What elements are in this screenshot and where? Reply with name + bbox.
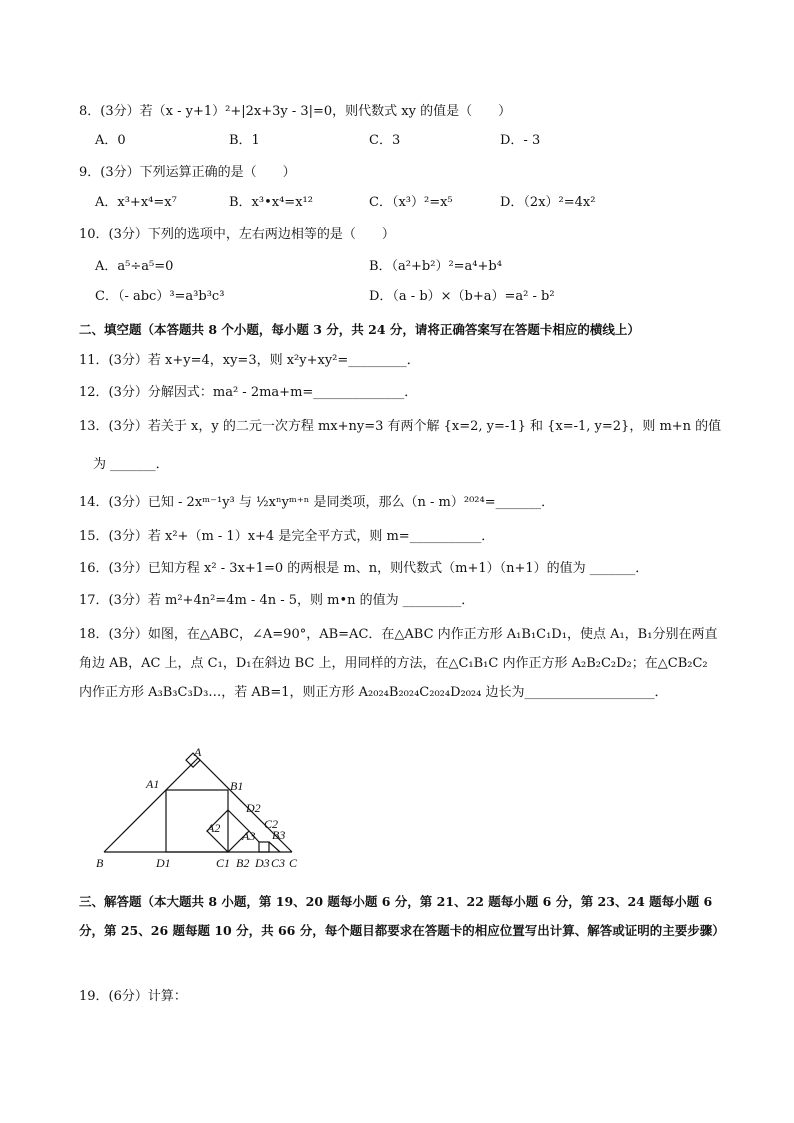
label-d2: D2 <box>246 801 261 815</box>
question-15: 15．(3分）若 x²+（m - 1）x+4 是完全平方式，则 m=___________． <box>79 529 495 544</box>
label-a2: A2 <box>207 821 221 835</box>
side-ab <box>104 758 198 852</box>
label-b3: B3 <box>272 828 286 842</box>
square-3 <box>259 842 269 852</box>
question-11: 11．(3分）若 x+y=4，xy=3，则 x²y+xy²=_________． <box>79 353 420 368</box>
q9-option-a: A．x³+x⁴=x⁷ <box>95 195 177 210</box>
question-19: 19．(6分）计算： <box>79 989 187 1004</box>
label-a: A <box>194 748 202 759</box>
label-c3: C3 <box>271 856 286 870</box>
label-c1: C1 <box>216 856 231 870</box>
question-13-line-2: 为 _______． <box>93 457 169 472</box>
label-b1: B1 <box>230 779 244 793</box>
q10-option-a: A．a⁵÷a⁵=0 <box>95 259 174 274</box>
q10-option-c: C．（- abc）³=a³b³c³ <box>95 289 225 304</box>
question-14: 14．(3分）已知 - 2xᵐ⁻¹y³ 与 ½xⁿyᵐ⁺ⁿ 是同类项，那么（n - m）²⁰²⁴=_______． <box>79 495 555 510</box>
label-a1: A1 <box>146 777 160 791</box>
label-d1: D1 <box>156 856 171 870</box>
label-c2: C2 <box>264 817 279 831</box>
label-b2: B2 <box>236 856 250 870</box>
question-10-stem: 10．(3分）下列的选项中，左右两边相等的是（ ） <box>79 227 395 242</box>
label-d3: D3 <box>255 856 270 870</box>
q9-option-d: D．（2x）²=4x² <box>500 195 596 210</box>
question-8-stem: 8．(3分）若（x - y+1）²+|2x+3y - 3|=0，则代数式 xy 的值是（ ） <box>79 104 512 119</box>
section-2-heading: 二、填空题（本答题共 8 个小题，每小题 3 分，共 24 分，请将正确答案写在答题卡相应的横线上） <box>79 322 640 337</box>
section-3-heading: 三、解答题（本大题共 8 小题，第 19、20 题每小题 6 分，第 21、22 题每小题 6 分，第 23、24 题每小题 6 分，第 25、26 题每题 10 分，共 66 分，每个题目都要求在答题卡的相应位置写出计算、解答或证明的主要步骤） <box>79 894 725 938</box>
q8-option-a: A．0 <box>95 133 126 148</box>
question-9-stem: 9．(3分）下列运算正确的是（ ） <box>79 165 296 180</box>
geometry-figure <box>94 748 304 876</box>
q8-option-d: D．- 3 <box>500 133 541 148</box>
question-18: 18．(3分）如图，在△ABC，∠A=90°，AB=AC．在△ABC 内作正方形 A₁B₁C₁D₁，使点 A₁，B₁分别在两直角边 AB，AC 上，点 C₁，D₁在斜边 BC 上，用同样的方法，在△C₁B₁C 内作正方形 A₂B₂C₂D₂；在△CB₂C₂ 内作正方形 A₃B₃C₃D₃…，若 AB=1，则正方形 A₂₀₂₄B₂₀₂₄C₂₀₂₄D₂₀₂₄ 边长为____________________． <box>79 627 718 700</box>
label-c: C <box>289 856 298 870</box>
q9-option-b: B．x³•x⁴=x¹² <box>229 195 313 210</box>
question-16: 16．(3分）已知方程 x² - 3x+1=0 的两根是 m、n，则代数式（m+1）（n+1）的值为 _______． <box>79 561 649 576</box>
question-17: 17．(3分）若 m²+4n²=4m - 4n - 5，则 m•n 的值为 _________． <box>79 593 475 608</box>
q8-option-b: B．1 <box>229 133 260 148</box>
q9-option-c: C．（x³）²=x⁵ <box>369 195 453 210</box>
label-a3: A3 <box>242 829 256 843</box>
label-b: B <box>96 856 104 870</box>
q10-option-d: D．（a - b）×（b+a）=a² - b² <box>369 289 555 304</box>
question-13-line-1: 13．(3分）若关于 x，y 的二元一次方程 mx+ny=3 有两个解 {x=2, y=-1} 和 {x=-1, y=2}，则 m+n 的值 <box>79 419 722 434</box>
question-12: 12．(3分）分解因式：ma² - 2ma+m=______________． <box>79 385 418 400</box>
q10-option-b: B．（a²+b²）²=a⁴+b⁴ <box>369 259 502 274</box>
q8-option-c: C．3 <box>369 133 401 148</box>
